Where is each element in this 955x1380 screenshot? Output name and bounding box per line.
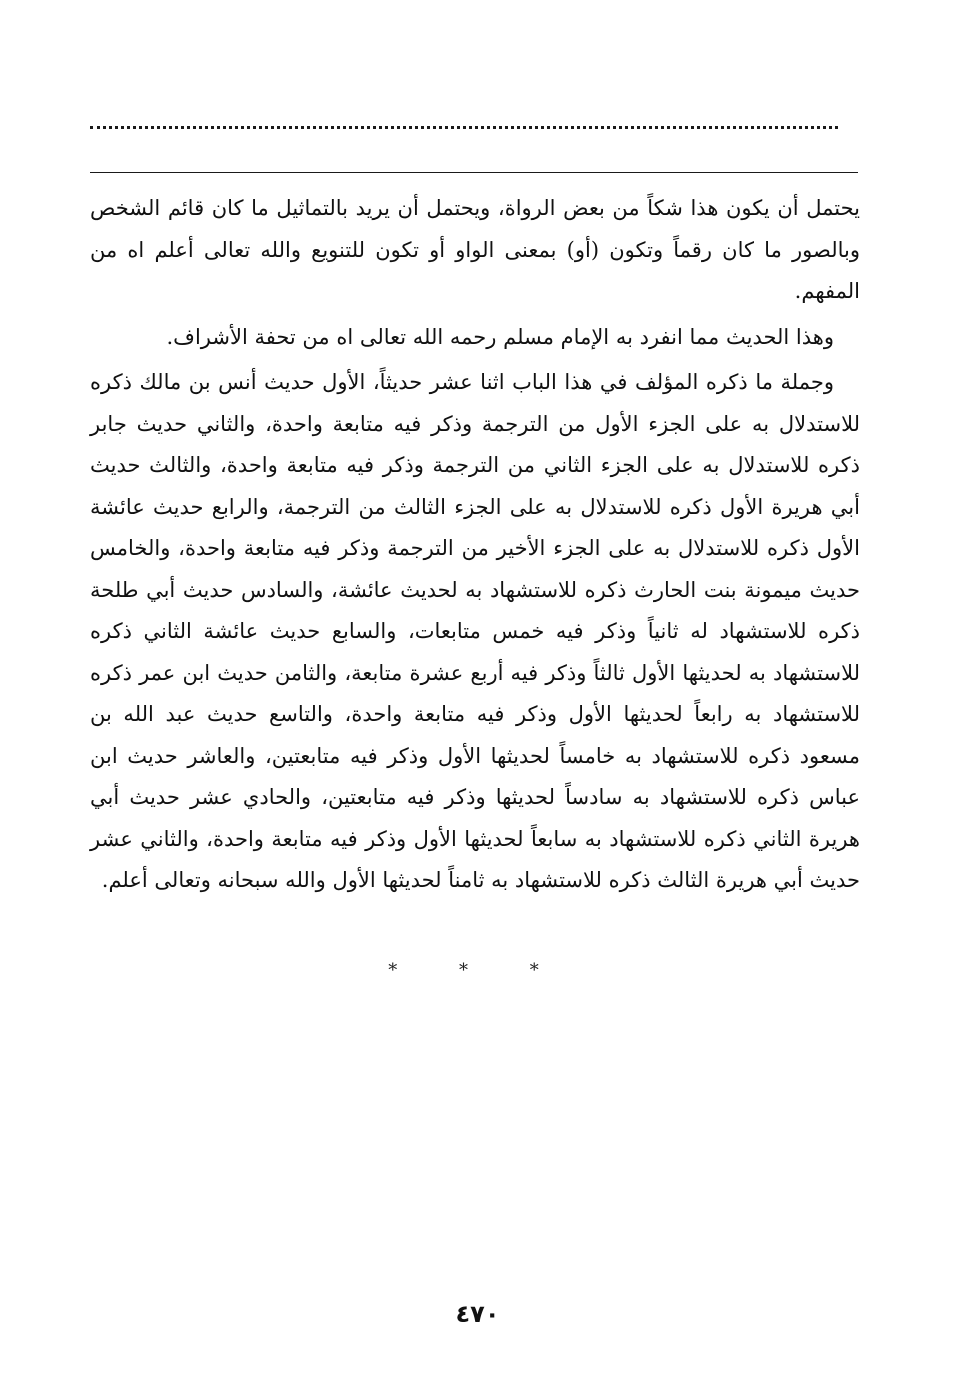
page-number: ٤٧٠ bbox=[455, 1300, 500, 1328]
header-rule bbox=[90, 172, 858, 173]
main-text-block bbox=[90, 188, 860, 902]
paragraph-commentary: يحتمل أن يكون هذا شكاً من بعض الرواة، ويحتمل أن يريد بالتماثيل ما كان قائم الشخص وبالصور ما كان رقماً وتكون (أو) بمعنى الواو أو تكون للتنويع والله تعالى أعلم اه من المفهم. bbox=[90, 196, 860, 303]
paragraph-source-note: وهذا الحديث مما انفرد به الإمام مسلم رحمه الله تعالى اه من تحفة الأشراف. bbox=[166, 324, 834, 349]
header-dotted-line bbox=[90, 112, 838, 129]
paragraph-chapter-summary: وجملة ما ذكره المؤلف في هذا الباب اثنا عشر حديثاً، الأول حديث أنس بن مالك ذكره للاستدلال به على الجزء الأول من الترجمة وذكر فيه متابعة واحدة، والثاني حديث جابر ذكره للاستدلال به على الجزء الثاني من الترجمة وذكر فيه متابعة واحدة، والثالث حديث أبي هريرة الأول ذكره للاستدلال به على الجزء الثالث من الترجمة، والرابع حديث عائشة الأول ذكره للاستدلال به على الجزء الأخير من الترجمة وذكر فيه متابعة واحدة، والخامس حديث ميمونة بنت الحارث ذكره للاستشهاد به لحديث عائشة، والسادس حديث أبي طلحة ذكره للاستشهاد له ثانياً وذكر فيه خمس متابعات، والسابع حديث عائشة الثاني ذكره للاستشهاد به لحديثها الأول ثالثاً وذكر فيه أربع عشرة متابعة، والثامن حديث ابن عمر ذكره للاستشهاد به رابعاً لحديثها الأول وذكر فيه متابعة واحدة، والتاسع حديث عبد الله بن مسعود ذكره للاستشهاد به خامساً لحديثها الأول وذكر فيه متابعتين، والعاشر حديث ابن عباس ذكره للاستشهاد به سادساً لحديثها وذكر فيه متابعتين، والحادي عشر حديث أبي هريرة الثاني ذكره للاستشهاد به سابعاً لحديثها الأول وذكر فيه متابعة واحدة، والثاني عشر حديث أبي هريرة الثالث ذكره للاستشهاد به ثامناً لحديثها الأول والله سبحانه وتعالى أعلم. bbox=[90, 370, 860, 892]
section-separator-asterisks: * * * bbox=[388, 960, 567, 981]
